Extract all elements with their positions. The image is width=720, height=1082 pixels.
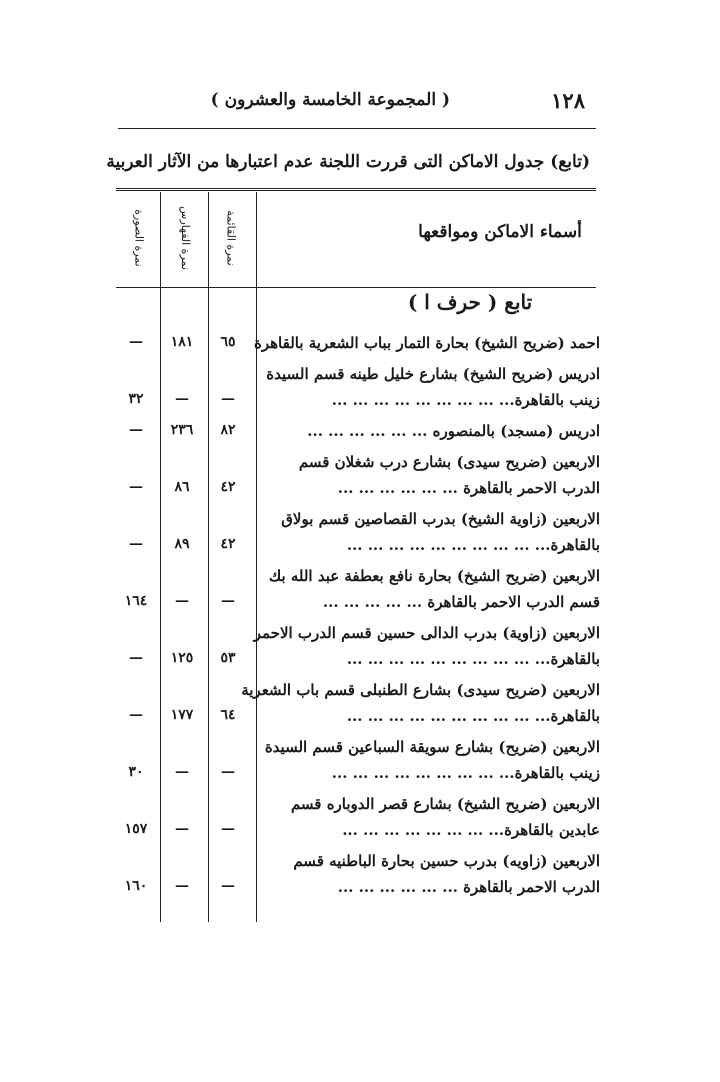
table-row [260, 418, 600, 444]
col3-cell: ٣٠ [128, 764, 144, 780]
col3-cell: — [129, 707, 143, 723]
table-row [260, 791, 600, 843]
col2-cell: ١٨١ [170, 334, 194, 350]
place-name-line: الاربعين (ضريح سيدى) بشارع درب شغلان قسم [298, 453, 600, 471]
table-row [260, 563, 600, 615]
col3-cell: ١٦٤ [124, 593, 148, 609]
place-name-line: بالقاهرة... ... ... ... ... ... ... ... ... ... [346, 707, 600, 725]
col2-cell: — [175, 878, 189, 894]
col3-cell: ١٦٠ [124, 878, 148, 894]
col1-cell: ٤٢ [220, 479, 236, 495]
col3-cell: — [129, 650, 143, 666]
section-heading: تابع ( حرف ا ) [407, 290, 533, 314]
names-column-header: أسماء الاماكن ومواقعها [418, 222, 582, 242]
place-name-line: الاربعين (ضريح سيدى) بشارع الطنبلى قسم باب الشعرية [241, 681, 600, 699]
col1-cell: — [221, 764, 235, 780]
col3-cell: ١٥٧ [124, 821, 148, 837]
place-name-line: الاربعين (زاوية) بدرب الدالى حسين قسم الدرب الاحمر [253, 624, 600, 642]
col2-cell: ٢٣٦ [170, 422, 194, 438]
place-name-line: ادريس (مسجد) بالمنصوره ... ... ... ... ... ... [307, 422, 600, 440]
col3-cell: — [129, 422, 143, 438]
column-divider [160, 192, 161, 922]
table-row [241, 677, 600, 729]
place-name-line: الاربعين (ضريح الشيخ) بحارة نافع بعطفة عبد الله بك [268, 567, 600, 585]
col2-header: نمرة الفهارس [178, 206, 192, 270]
col3-cell: — [129, 479, 143, 495]
col1-cell: ٤٢ [220, 536, 236, 552]
table-title: (تابع) جدول الاماكن التى قررت اللجنة عدم اعتبارها من الآثار العربية [106, 152, 590, 172]
col2-cell: — [175, 391, 189, 407]
col3-cell: ٣٢ [128, 391, 144, 407]
page-number: ١٢٨ [551, 88, 585, 113]
header-rule [118, 128, 596, 129]
col2-cell: ٨٦ [174, 479, 190, 495]
col1-cell: — [221, 821, 235, 837]
col2-cell: ٨٩ [174, 536, 190, 552]
column-divider [208, 192, 209, 922]
col3-cell: — [129, 536, 143, 552]
col1-cell: ٥٣ [220, 650, 236, 666]
table-top-rule [116, 188, 596, 194]
col1-cell: — [221, 391, 235, 407]
col1-cell: ٦٥ [220, 334, 236, 350]
column-divider [256, 192, 257, 922]
place-name-line: عابدين بالقاهرة... ... ... ... ... ... ... ... [342, 821, 600, 839]
running-title: ( المجموعة الخامسة والعشرون ) [210, 90, 450, 110]
col2-cell: — [175, 764, 189, 780]
place-name-line: قسم الدرب الاحمر بالقاهرة ... ... ... ... ... [322, 593, 600, 611]
table-row [260, 734, 600, 786]
place-name-line: زينب بالقاهرة... ... ... ... ... ... ... ... ... [331, 764, 600, 782]
col3-cell: — [129, 334, 143, 350]
place-name-line: الاربعين (ضريح الشيخ) بشارع قصر الدوباره قسم [290, 795, 600, 813]
col1-cell: — [221, 878, 235, 894]
table-header-rule [116, 287, 596, 288]
col3-header: نمرة الصورة [133, 209, 146, 267]
col2-cell: ١٢٥ [170, 650, 194, 666]
col1-header: نمرة القائمة [225, 210, 238, 266]
col2-cell: — [175, 593, 189, 609]
table-row [254, 330, 600, 356]
table-row [260, 506, 600, 558]
place-name-line: الاربعين (ضريح) بشارع سويقة السباعين قسم السيدة [264, 738, 600, 756]
place-name-line: الدرب الاحمر بالقاهرة ... ... ... ... ... ... [337, 479, 600, 497]
col1-cell: ٦٤ [220, 707, 236, 723]
place-name-line: الاربعين (زاويه) بدرب حسين بحارة الباطنيه قسم [293, 852, 600, 870]
place-name-line: زينب بالقاهرة... ... ... ... ... ... ... ... ... [331, 391, 600, 409]
col2-cell: ١٧٧ [170, 707, 194, 723]
place-name-line: بالقاهرة... ... ... ... ... ... ... ... ... ... [346, 536, 600, 554]
col1-cell: — [221, 593, 235, 609]
place-name-line: بالقاهرة... ... ... ... ... ... ... ... ... ... [346, 650, 600, 668]
col1-cell: ٨٢ [220, 422, 236, 438]
col2-cell: — [175, 821, 189, 837]
place-name-line: الاربعين (زاوية الشيخ) بدرب القصاصين قسم بولاق [281, 510, 600, 528]
table-row [260, 449, 600, 501]
table-row [260, 361, 600, 413]
place-name-line: ادريس (ضريح الشيخ) بشارع خليل طينه قسم السيدة [266, 365, 600, 383]
table-row [260, 848, 600, 900]
place-name-line: احمد (ضريح الشيخ) بحارة التمار بباب الشعرية بالقاهرة [254, 334, 600, 352]
place-name-line: الدرب الاحمر بالقاهرة ... ... ... ... ... ... [337, 878, 600, 896]
table-row [253, 620, 600, 672]
